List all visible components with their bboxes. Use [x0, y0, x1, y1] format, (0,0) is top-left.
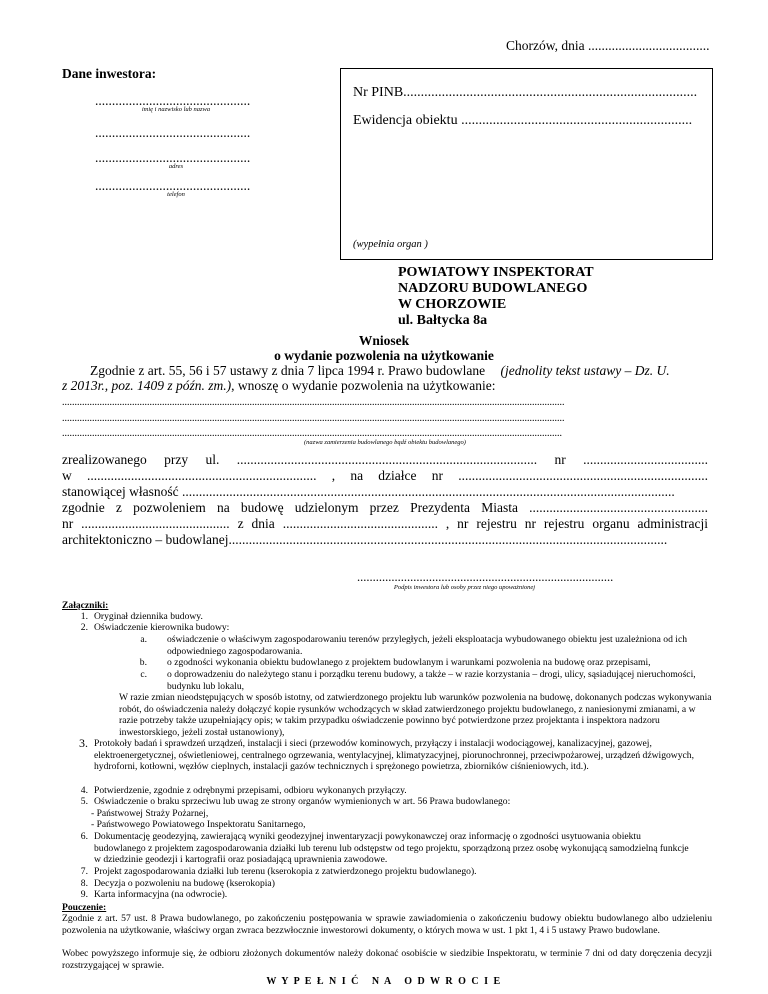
attachments-heading: Załączniki:	[62, 600, 109, 611]
document-subtitle: o wydanie pozwolenia na użytkowanie	[274, 348, 494, 363]
permit-field-line[interactable]: zgodnie z pozwoleniem na budowę udzielonym przez Prezydenta Miasta .....................................................	[62, 500, 708, 515]
addressee-block	[398, 265, 594, 329]
investor-heading: Dane inwestora:	[62, 66, 157, 81]
attachment-item-2-note: W razie zmian nieodstępujących w sposób istotny, od zatwierdzonego projektu lub warunków pozwolenia na budowę, dokonanych podczas wykonywania robót, do oświadczenia należy dołączyć kopie rysunków wchodzących w skład zatwierdzonego projektu budowlanego, z naniesionymi zmianami, a w razie potrzeby także uzupełniający opis; w takim przypadku oświadczenie powinno być potwierdzone przez projektanta i inspektora nadzoru inwestorskiego, jeżeli został ustanowiony),	[119, 692, 712, 738]
project-name-field-1[interactable]: .........................................................................................................................................................................................................	[62, 397, 565, 408]
investor-name-field[interactable]: ..............................................	[95, 93, 251, 108]
plot-field-line[interactable]: w .................................................................... , na działce nr ..........................................................................	[62, 468, 708, 483]
permit-number-date-line[interactable]: nr ............................................ z dnia .............................................. , nr rejestru nr rejestru organu administracji	[62, 516, 708, 531]
notice-paragraph-2: Wobec powyższego informuje się, że odbioru złożonych dokumentów należy dokonać osobiście w siedzibie Inspektoratu, w terminie 7 dni od daty doręczenia decyzji rozstrzygającej w sprawie.	[62, 948, 712, 971]
addressee-line-2: NADZORU BUDOWLANEGO	[398, 281, 588, 296]
notice-paragraph-1: Zgodnie z art. 57 ust. 8 Prawa budowlanego, po zakończeniu postępowania w sprawie zawiadomienia o zakończeniu budowy obiektu budowlanego albo udzieleniu pozwolenia na użytkowanie, właściwy organ zwraca bezzwłocznie inwestorowi dokumenty, o których mowa w ust. 1 pkt 1, 4 i 5 ustawy Prawo budowlane.	[62, 913, 712, 936]
investor-phone-field[interactable]: ..............................................	[95, 178, 251, 193]
attachment-item-5a: - Państwowej Straży Pożarnej,	[91, 808, 209, 819]
project-name-field-3[interactable]: ........................................................................................................................................................................................................	[62, 428, 562, 439]
ownership-field-line[interactable]: stanowiącej własność ..................................................................................................................................................	[62, 484, 675, 499]
addressee-line-4: ul. Bałtycka 8a	[398, 313, 488, 328]
authority-field-line[interactable]: architektoniczno – budowlanej..................................................................................................................................	[62, 532, 668, 547]
request-intro-law-ref-2: z 2013r., poz. 1409 z późn. zm.)	[62, 378, 232, 393]
office-use-note: (wypełnia organ )	[353, 239, 428, 250]
project-name-field-2[interactable]: .........................................................................................................................................................................................................	[62, 413, 565, 424]
investor-phone-caption: telefon	[167, 191, 185, 198]
investor-name-caption: imię i nazwisko lub nazwa	[141, 106, 211, 113]
pinb-number-field[interactable]: Nr PINB....................................................................................	[353, 85, 698, 100]
addressee-line-3: W CHORZOWIE	[398, 297, 507, 312]
object-register-field[interactable]: Ewidencja obiektu ..................................................................	[353, 113, 693, 128]
addressee-line-1: POWIATOWY INSPEKTORAT	[398, 265, 594, 280]
request-intro-text: Zgodnie z art. 55, 56 i 57 ustawy z dnia 7 lipca 1994 r. Prawo budowlane	[90, 363, 486, 378]
document-title: Wniosek	[358, 333, 410, 348]
fill-reverse-footer: W Y P E Ł N I Ć N A O D W R O C I E	[266, 976, 502, 987]
request-intro-tail: , wnoszę o wydanie pozwolenia na użytkowanie:	[231, 378, 496, 393]
attachment-item-5b: - Państwowego Powiatowego Inspektoratu Sanitarnego,	[91, 819, 306, 830]
signature-caption: Podpis inwestora lub osoby przez niego upoważnionej	[393, 584, 536, 591]
street-field-line[interactable]: zrealizowanego przy ul. ......................................................................................... nr .....................................	[62, 452, 708, 467]
request-intro-line-2	[62, 378, 495, 394]
request-intro-line	[90, 363, 670, 379]
notice-heading: Pouczenie:	[62, 902, 107, 913]
investor-name-field-2[interactable]: ..............................................	[95, 125, 251, 140]
signature-field[interactable]: ..................................................................................	[357, 570, 614, 584]
investor-address-caption: adres	[168, 163, 184, 170]
office-use-box	[340, 68, 713, 260]
request-intro-law-ref: (jednolity tekst ustawy – Dz. U.	[500, 363, 670, 378]
project-name-caption: (nazwa zamierzenia budowlanego bądź obiektu budowlanego)	[304, 439, 466, 446]
place-date-field[interactable]: Chorzów, dnia ....................................	[506, 38, 710, 53]
investor-address-field[interactable]: ..............................................	[95, 150, 251, 165]
